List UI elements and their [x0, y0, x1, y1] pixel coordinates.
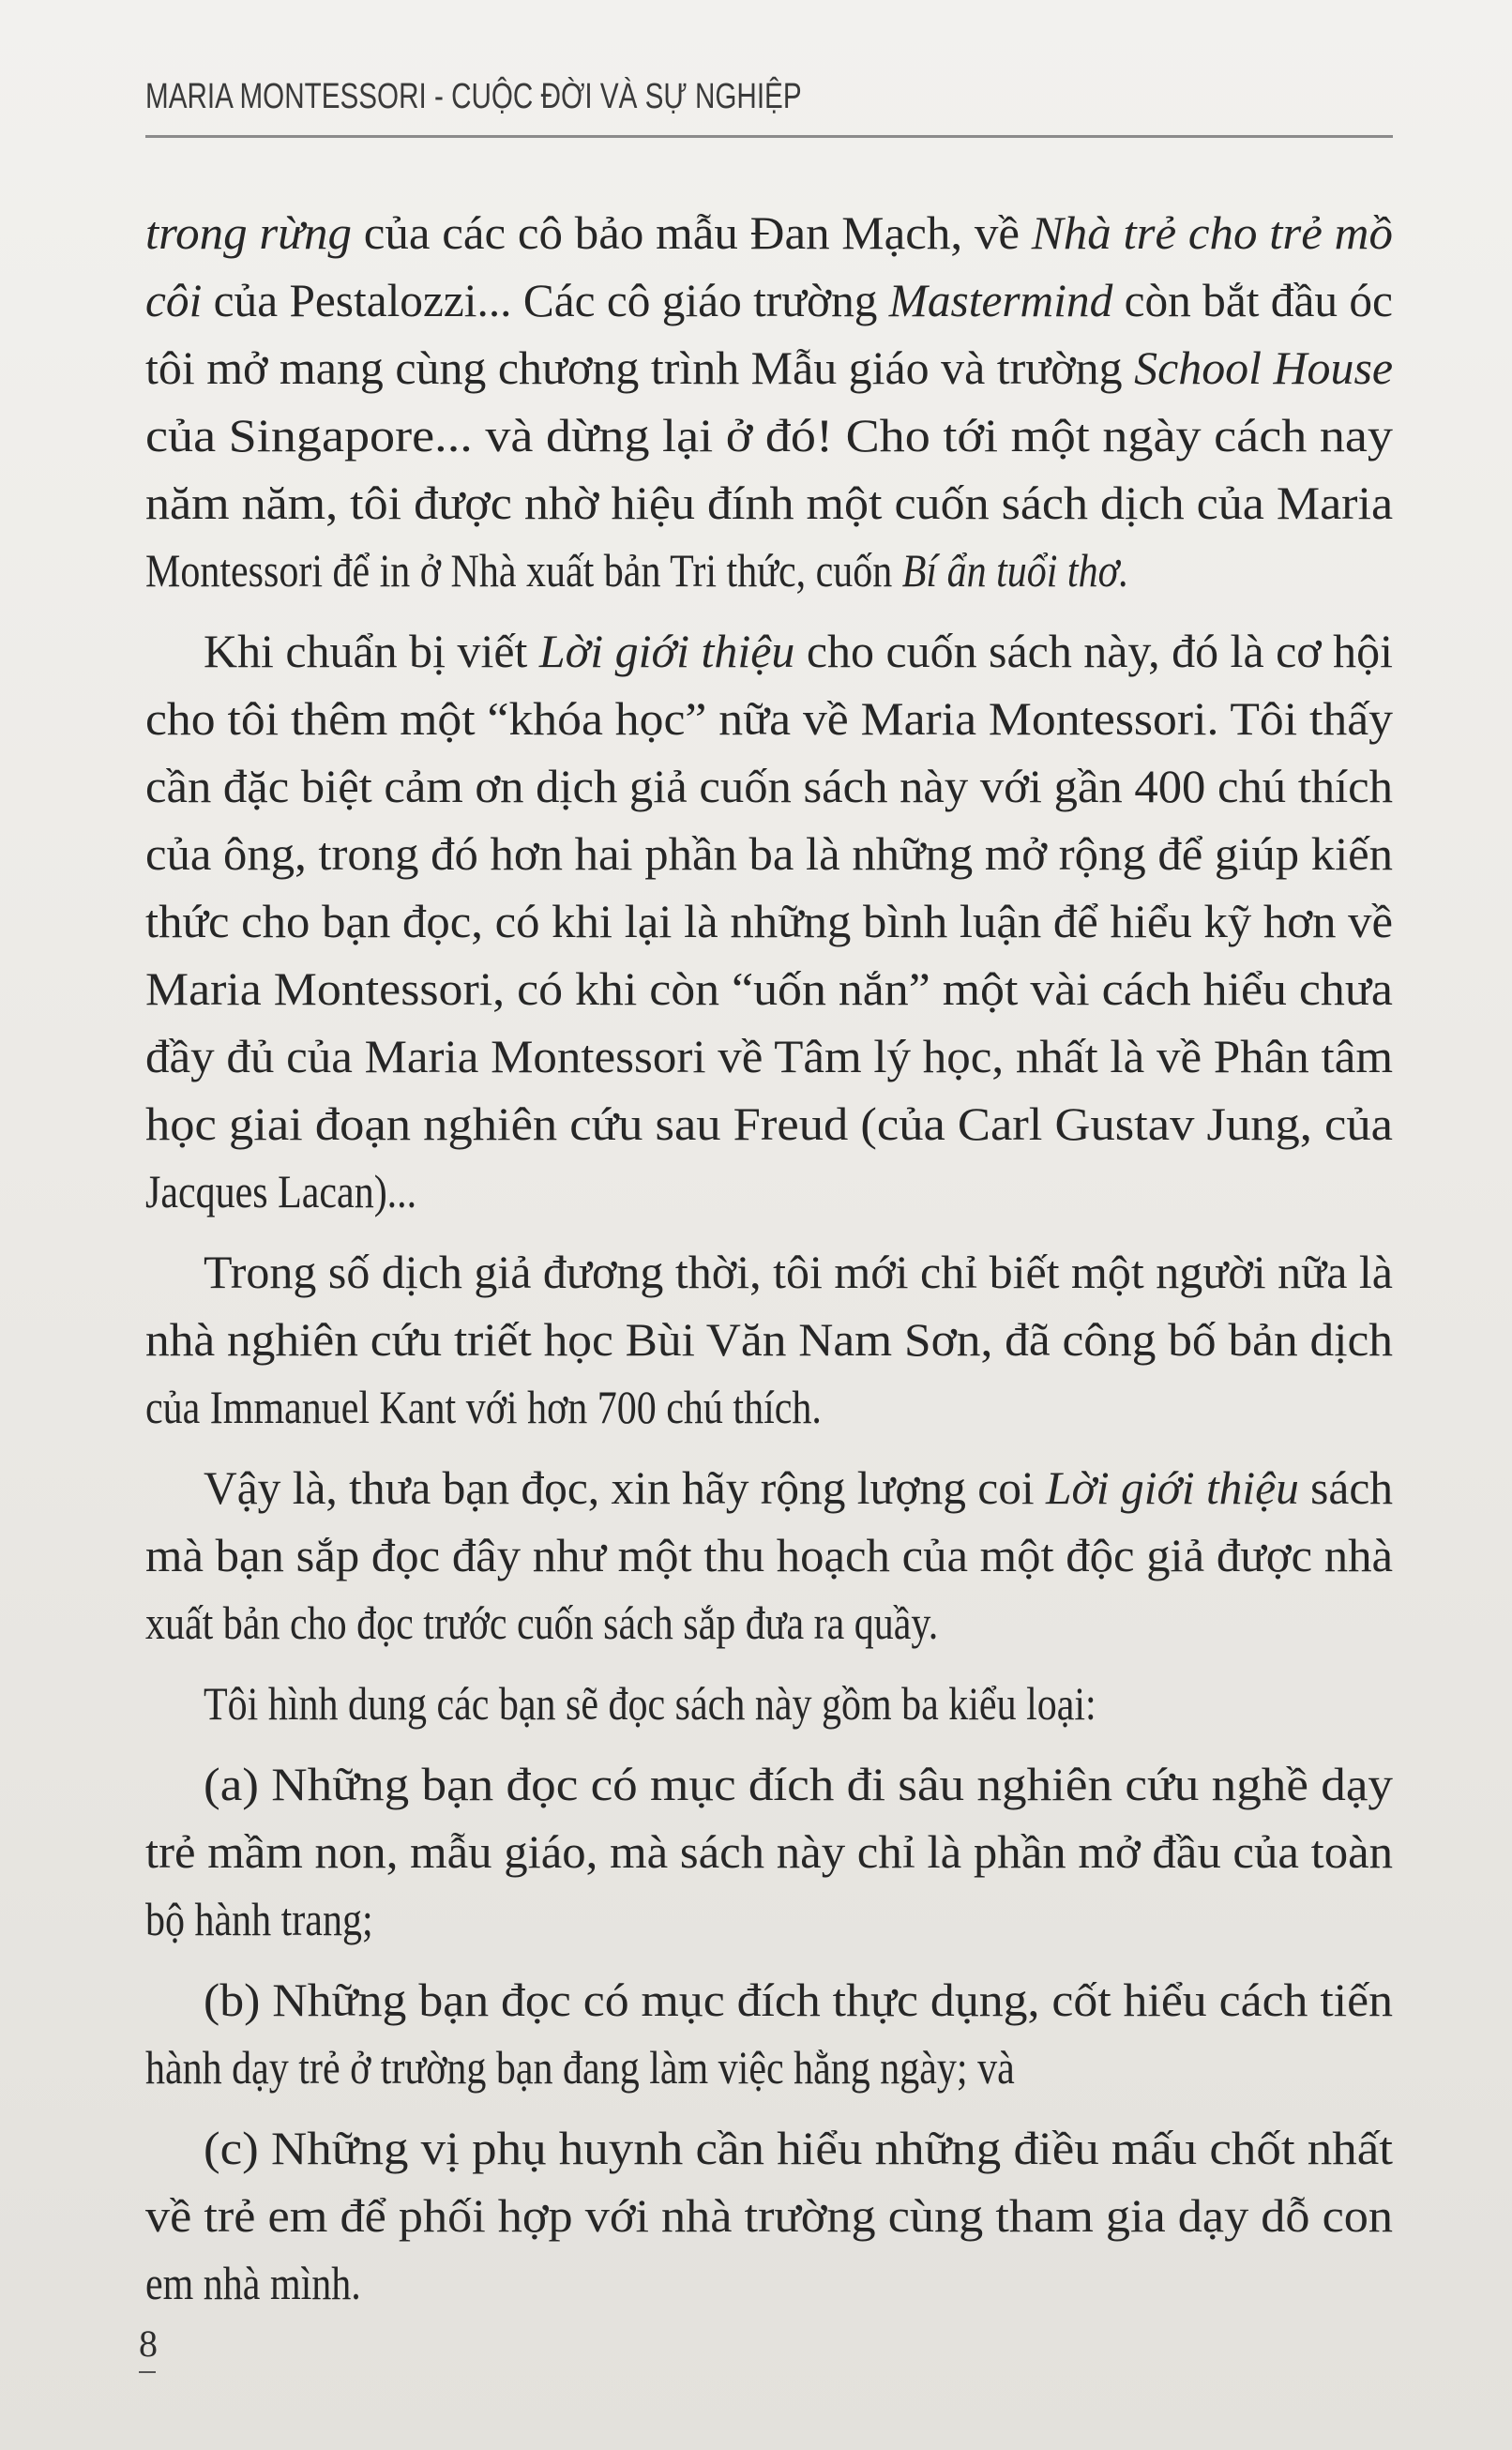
italic-text: trong rừng	[145, 206, 352, 259]
paragraph-p8	[145, 2114, 1393, 2317]
italic-text: Mastermind	[888, 274, 1113, 326]
text-run: của Singapore... và dừng lại ở đó! Cho tới một ngày cách nay	[145, 409, 1393, 461]
page-number-dash	[139, 2371, 156, 2373]
text-line	[145, 2182, 1393, 2249]
text-line	[145, 1589, 1393, 1656]
text-run: của các cô bảo mẫu Đan Mạch, về	[351, 206, 1032, 259]
text-run: bộ hành trang;	[145, 1893, 373, 1945]
italic-text: School House	[1134, 341, 1394, 394]
text-run: của Pestalozzi... Các cô giáo trường	[202, 274, 889, 326]
text-line	[145, 1885, 1393, 1953]
text-line	[145, 955, 1393, 1022]
paragraph-p3	[145, 1238, 1393, 1441]
text-run: Trong số dịch giả đương thời, tôi mới chỉ biết một người nữa là	[204, 1246, 1393, 1298]
text-run: hành dạy trẻ ở trường bạn đang làm việc hằng ngày; và	[145, 2041, 1015, 2094]
text-line	[145, 1373, 1393, 1441]
text-run: nhà nghiên cứu triết học Bùi Văn Nam Sơn, đã công bố bản dịch	[145, 1313, 1394, 1366]
paragraph-p1	[145, 199, 1393, 604]
text-line	[145, 1750, 1393, 1818]
text-run: sách	[1298, 1461, 1394, 1514]
text-run: tôi mở mang cùng chương trình Mẫu giáo và trường	[145, 341, 1135, 394]
italic-text: côi	[145, 274, 203, 326]
text-run: trẻ mầm non, mẫu giáo, mà sách này chỉ là phần mở đầu của toàn	[145, 1825, 1394, 1878]
text-run: về trẻ em để phối hợp với nhà trường cùng tham gia dạy dỗ con	[145, 2189, 1394, 2242]
text-line	[145, 2114, 1393, 2182]
text-line	[145, 1521, 1393, 1589]
text-run: cho cuốn sách này, đó là cơ hội	[794, 625, 1393, 677]
text-run: xuất bản cho đọc trước cuốn sách sắp đưa ra quầy.	[145, 1596, 939, 1649]
paragraph-p4	[145, 1454, 1393, 1656]
italic-text: Nhà trẻ cho trẻ mồ	[1031, 206, 1393, 259]
text-run: đầy đủ của Maria Montessori về Tâm lý học, nhất là về Phân tâm	[145, 1030, 1393, 1082]
text-run: (c) Những vị phụ huynh cần hiểu những điều mấu chốt nhất	[204, 2122, 1393, 2174]
text-line	[145, 617, 1393, 685]
paragraph-p5	[145, 1670, 1393, 1737]
text-run: còn bắt đầu óc	[1112, 274, 1393, 326]
text-line	[145, 1157, 1393, 1225]
text-line	[145, 1238, 1393, 1306]
text-line	[145, 1022, 1393, 1090]
paragraph-p2	[145, 617, 1393, 1225]
text-line	[145, 537, 1393, 604]
text-line	[145, 199, 1393, 266]
text-run: Montessori để in ở Nhà xuất bản Tri thức, cuốn	[145, 544, 902, 597]
text-line	[145, 1670, 1393, 1737]
text-line	[145, 1306, 1393, 1373]
text-run: Maria Montessori, có khi còn “uốn nắn” một vài cách hiểu chưa	[145, 962, 1393, 1015]
text-run: mà bạn sắp đọc đây như một thu hoạch của một độc giả được nhà	[145, 1529, 1393, 1581]
text-run: cần đặc biệt cảm ơn dịch giả cuốn sách này với gần 400 chú thích	[145, 760, 1393, 812]
text-line	[145, 401, 1393, 469]
italic-text: Bí ẩn tuổi thơ.	[901, 544, 1129, 597]
header-rule	[145, 135, 1393, 138]
text-run: của Immanuel Kant với hơn 700 chú thích.	[145, 1381, 822, 1433]
italic-text: Lời giới thiệu	[538, 625, 795, 677]
text-run: Tôi hình dung các bạn sẽ đọc sách này gồm ba kiểu loại:	[204, 1677, 1096, 1730]
body-text	[145, 199, 1393, 2317]
text-run: cho tôi thêm một “khóa học” nữa về Maria Montessori. Tôi thấy	[145, 692, 1393, 745]
text-line	[145, 685, 1393, 752]
text-line	[145, 820, 1393, 887]
text-line	[145, 2249, 1393, 2317]
text-run: thức cho bạn đọc, có khi lại là những bình luận để hiểu kỹ hơn về	[145, 895, 1394, 947]
italic-text: Lời giới thiệu	[1046, 1461, 1299, 1514]
text-line	[145, 1966, 1393, 2034]
text-run: học giai đoạn nghiên cứu sau Freud (của Carl Gustav Jung, của	[145, 1097, 1393, 1150]
text-run: em nhà mình.	[145, 2257, 361, 2309]
paragraph-p6	[145, 1750, 1393, 1953]
text-line	[145, 334, 1393, 401]
text-run: (a) Những bạn đọc có mục đích đi sâu nghiên cứu nghề dạy	[204, 1758, 1394, 1810]
text-line	[145, 2034, 1393, 2101]
running-head: MARIA MONTESSORI - CUỘC ĐỜI VÀ SỰ NGHIỆP	[145, 77, 802, 116]
text-line	[145, 1818, 1393, 1885]
text-run: Jacques Lacan)...	[145, 1165, 417, 1217]
text-line	[145, 1090, 1393, 1157]
text-line	[145, 469, 1393, 537]
text-run: Khi chuẩn bị viết	[204, 625, 539, 677]
paragraph-p7	[145, 1966, 1393, 2101]
text-line	[145, 1454, 1393, 1521]
page-number: 8	[139, 2322, 158, 2365]
text-line	[145, 266, 1393, 334]
text-line	[145, 752, 1393, 820]
text-run: năm năm, tôi được nhờ hiệu đính một cuốn sách dịch của Maria	[145, 476, 1394, 529]
text-run: của ông, trong đó hơn hai phần ba là những mở rộng để giúp kiến	[145, 827, 1394, 880]
text-run: (b) Những bạn đọc có mục đích thực dụng, cốt hiểu cách tiến	[204, 1974, 1394, 2026]
text-run: Vậy là, thưa bạn đọc, xin hãy rộng lượng coi	[204, 1461, 1047, 1514]
text-line	[145, 887, 1393, 955]
